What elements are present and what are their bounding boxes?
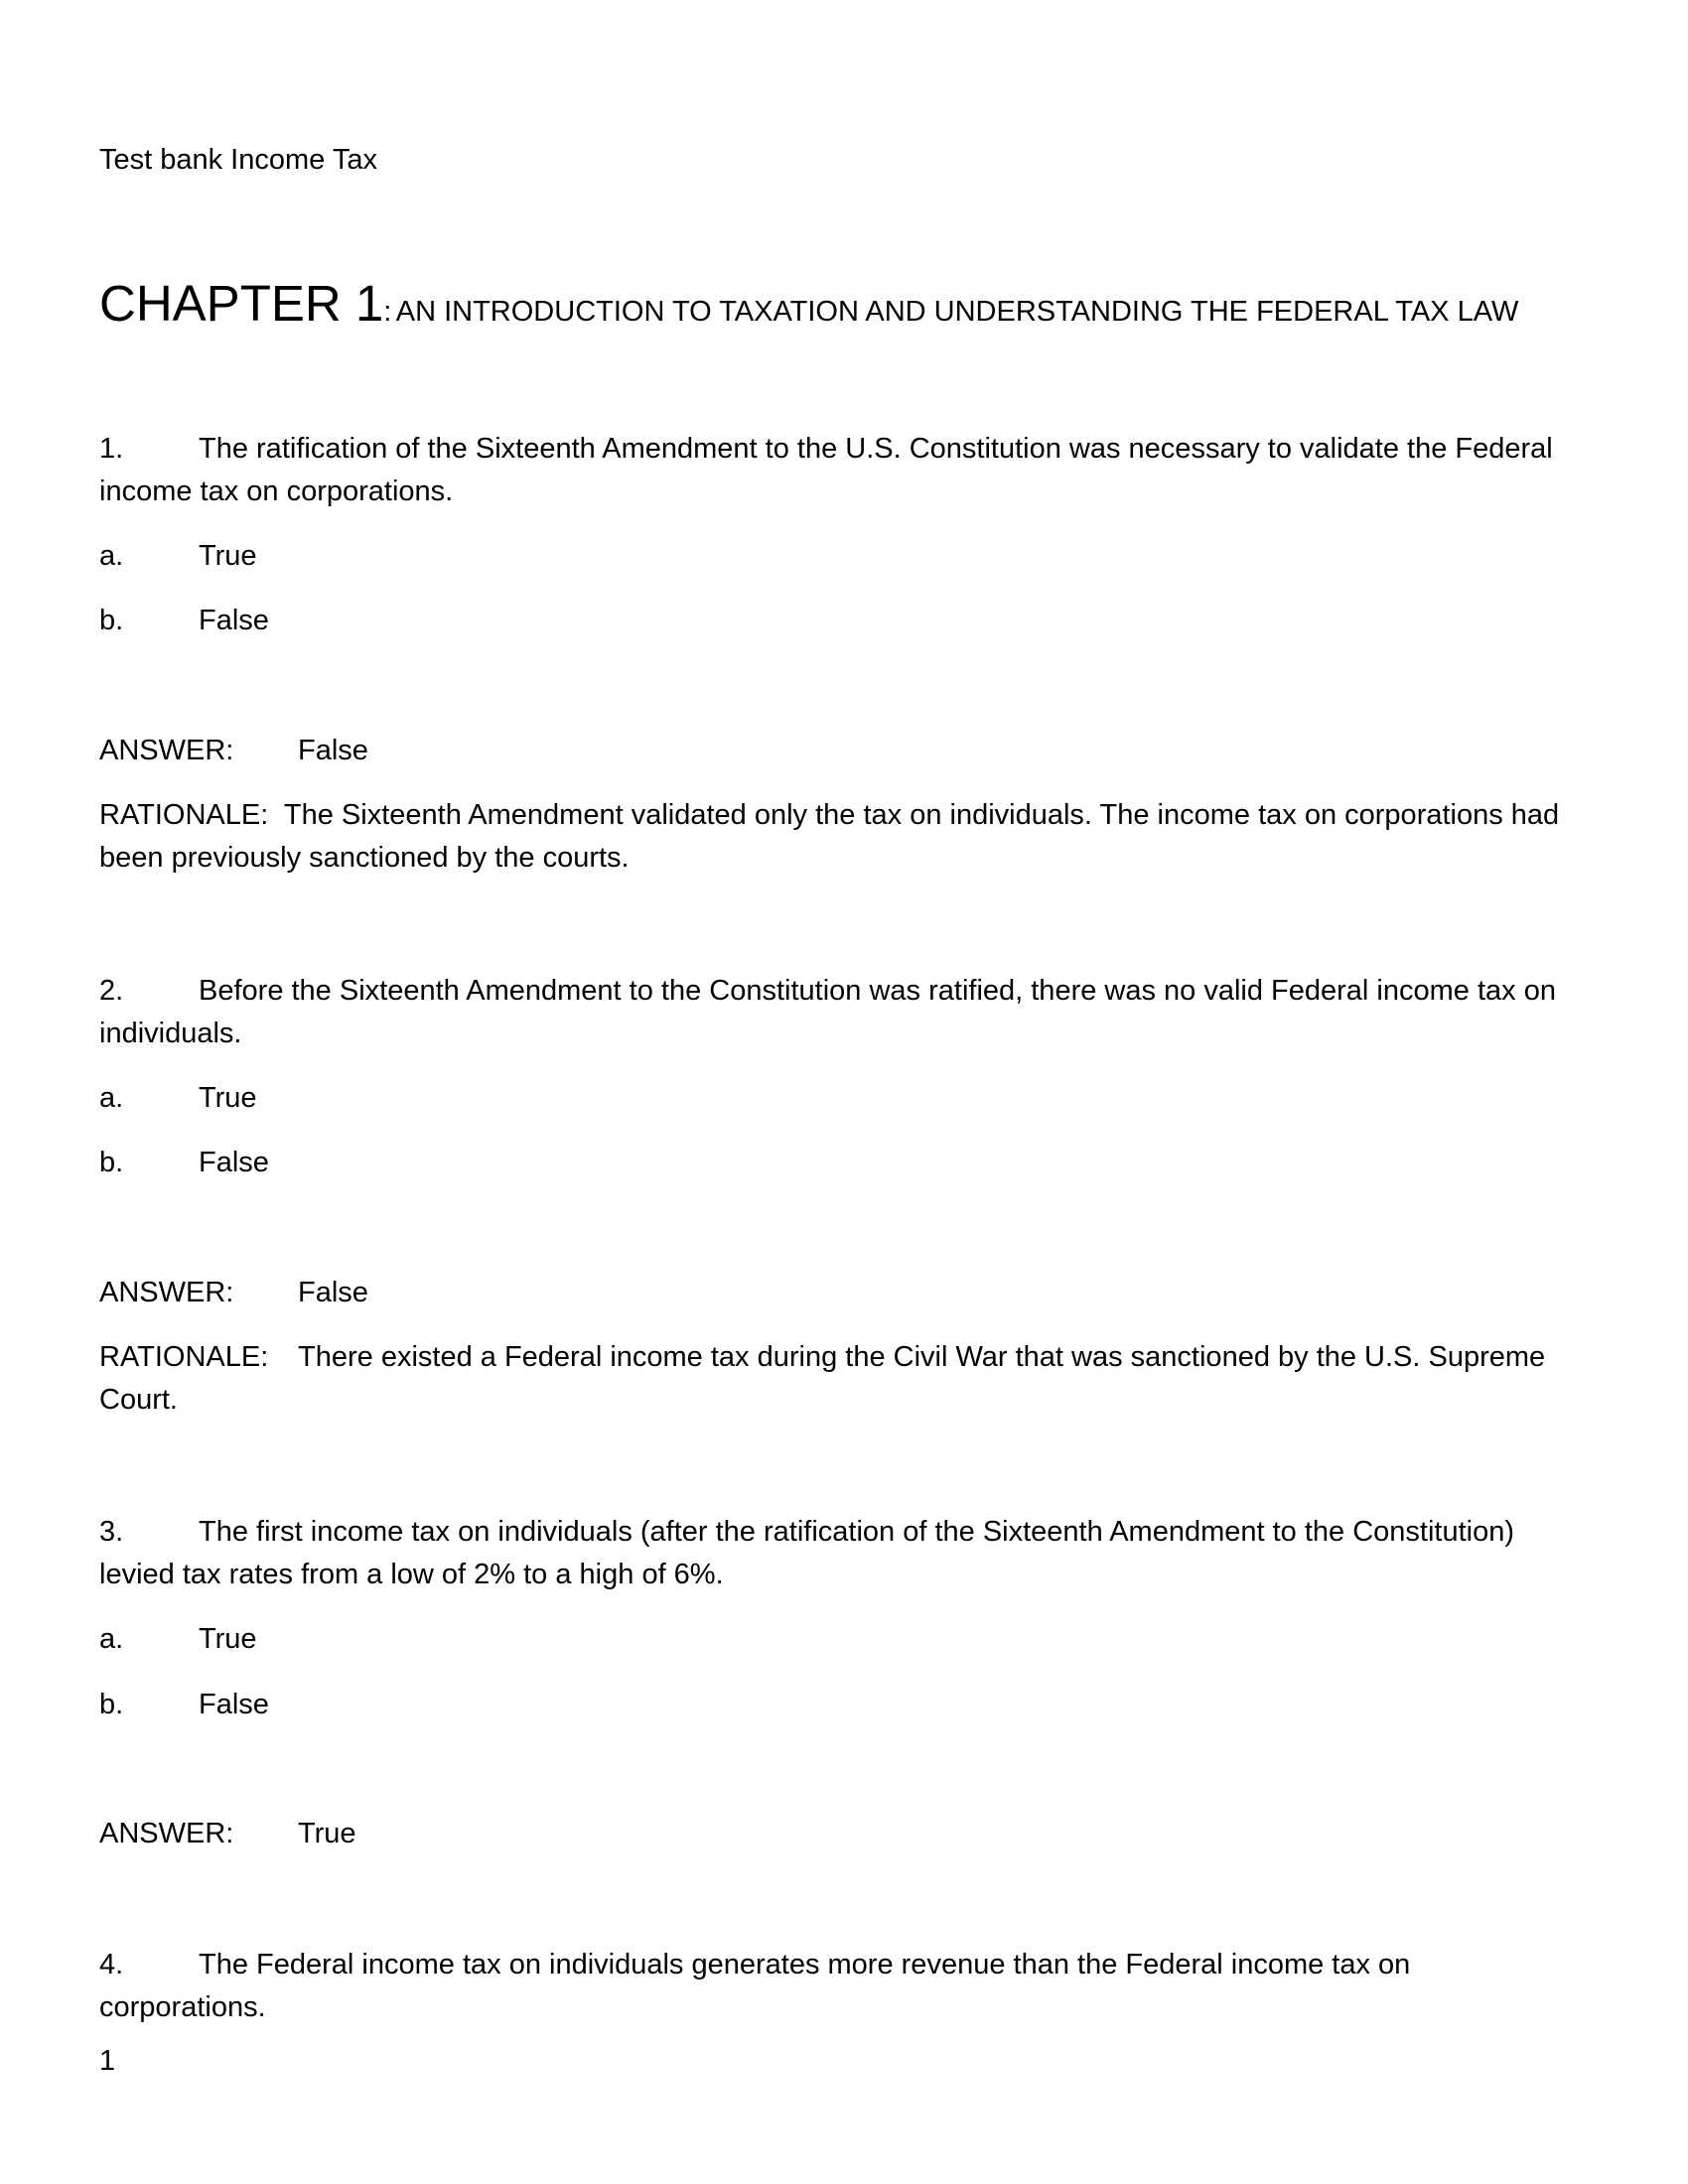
option-letter: a. <box>99 1082 124 1114</box>
question-3-answer <box>99 1813 356 1855</box>
question-4-stem <box>99 1944 1569 2029</box>
question-number: 1. <box>99 433 124 465</box>
answer-value: False <box>298 735 368 766</box>
question-text: Before the Sixteenth Amendment to the Constitution was ratified, there was no valid Federal income tax on individuals. <box>99 975 1556 1049</box>
question-text: The ratification of the Sixteenth Amendment to the U.S. Constitution was necessary to validate the Federal income tax on corporations. <box>99 433 1553 507</box>
rationale-label: RATIONALE: <box>99 799 269 831</box>
page-number: 1 <box>99 2045 116 2077</box>
option-letter: a. <box>99 540 124 572</box>
question-2-answer <box>99 1272 368 1314</box>
question-number: 3. <box>99 1516 124 1548</box>
option-label: False <box>199 1147 269 1178</box>
rationale-text: The Sixteenth Amendment validated only the tax on individuals. The income tax on corporations had been previously sanctioned by the courts. <box>99 799 1560 874</box>
question-2-option-b <box>99 1142 269 1184</box>
question-3-stem <box>99 1511 1569 1596</box>
question-text: The Federal income tax on individuals generates more revenue than the Federal income tax on corporations. <box>99 1949 1411 2023</box>
rationale-text: There existed a Federal income tax during the Civil War that was sanctioned by the U.S. Supreme Court. <box>99 1341 1546 1416</box>
question-1-option-a <box>99 535 257 578</box>
answer-value: True <box>298 1818 356 1849</box>
option-label: False <box>199 1689 269 1720</box>
option-letter: b. <box>99 605 124 636</box>
answer-label: ANSWER: <box>99 1818 234 1849</box>
answer-label: ANSWER: <box>99 1277 234 1308</box>
question-number: 4. <box>99 1949 124 1980</box>
chapter-number: CHAPTER 1 <box>99 275 384 332</box>
question-3-option-a <box>99 1618 257 1661</box>
question-text: The first income tax on individuals (after the ratification of the Sixteenth Amendment to the Constitution) levied tax rates from a low of 2% to a high of 6%. <box>99 1516 1515 1590</box>
answer-label: ANSWER: <box>99 735 234 766</box>
answer-value: False <box>298 1277 368 1308</box>
option-label: True <box>199 540 257 572</box>
question-2-option-a <box>99 1077 257 1120</box>
chapter-separator: : <box>383 296 392 328</box>
question-1-option-b <box>99 600 269 642</box>
document-title: Test bank Income Tax <box>99 144 377 176</box>
question-3-option-b <box>99 1684 269 1726</box>
rationale-label: RATIONALE: <box>99 1341 269 1373</box>
question-number: 2. <box>99 975 124 1007</box>
option-label: False <box>199 605 269 636</box>
option-letter: b. <box>99 1147 124 1178</box>
chapter-subtitle: AN INTRODUCTION TO TAXATION AND UNDERSTANDING THE FEDERAL TAX LAW <box>395 296 1519 328</box>
question-1-rationale <box>99 794 1569 880</box>
question-2-rationale <box>99 1336 1569 1422</box>
option-letter: a. <box>99 1623 124 1655</box>
question-2-stem <box>99 970 1569 1055</box>
question-1-answer <box>99 730 368 772</box>
option-label: True <box>199 1623 257 1655</box>
question-1-stem <box>99 428 1569 513</box>
option-letter: b. <box>99 1689 124 1720</box>
chapter-heading <box>99 274 1518 341</box>
option-label: True <box>199 1082 257 1114</box>
